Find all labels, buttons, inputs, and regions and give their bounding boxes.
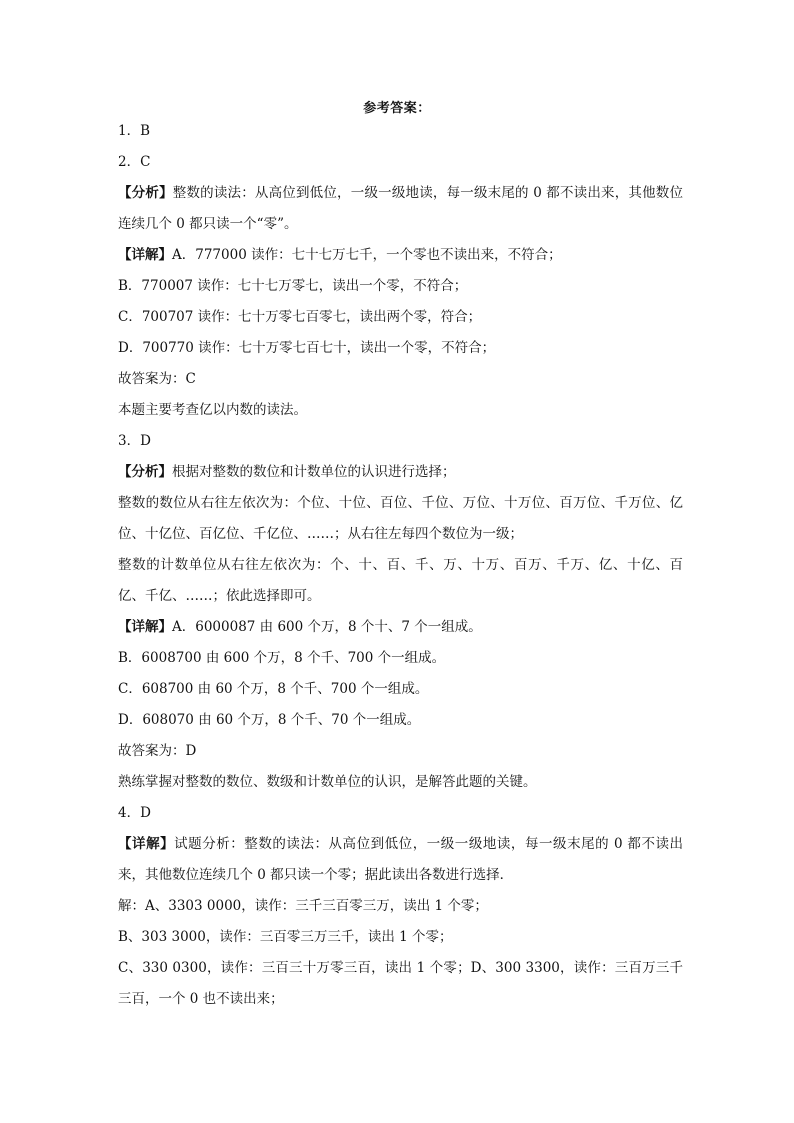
detail-line-q3-c: C．608700 由 60 个万，8 个千、700 个一组成。 bbox=[118, 681, 429, 697]
summary-q3: 熟练掌握对整数的数位、数级和计数单位的认识，是解答此题的关键。 bbox=[118, 774, 537, 790]
detail-line-q2-b: B．770007 读作：七十七万零七，读出一个零，不符合； bbox=[118, 278, 468, 294]
summary-q2: 本题主要考查亿以内数的读法。 bbox=[118, 402, 307, 418]
answer-conclusion-q3: 故答案为：D bbox=[118, 743, 197, 759]
detail-line-q2-c: C．700707 读作：七十万零七百零七，读出两个零，符合； bbox=[118, 309, 482, 325]
page-title: 参考答案： bbox=[363, 101, 431, 116]
analysis-tag: 【分析】 bbox=[118, 464, 172, 480]
detail-line-q3-b: B．6008700 由 600 个万，8 个千、700 个一组成。 bbox=[118, 650, 446, 666]
answer-line-1: 1．B bbox=[118, 123, 151, 139]
detail-tag: 【详解】 bbox=[118, 836, 175, 852]
analysis-tag: 【分析】 bbox=[118, 185, 173, 201]
answer-content bbox=[118, 116, 683, 1015]
detail-tag: 【详解】 bbox=[118, 619, 172, 635]
detail-paragraph-q4: 【详解】试题分析：整数的读法：从高位到低位，一级一级地读，每一级末尾的 0 都不读出来，其他数位连续几个 0 都只读一个零；据此读出各数进行选择． bbox=[118, 836, 684, 883]
solution-line-q4-b: B、303 3000，读作：三百零三万三千，读出 1 个零； bbox=[118, 929, 453, 945]
answer-line-3: 3．D bbox=[118, 433, 151, 449]
analysis-line-q3: 【分析】根据对整数的数位和计数单位的认识进行选择； bbox=[118, 464, 456, 480]
digit-places-paragraph: 整数的数位从右往左依次为：个位、十位、百位、千位、万位、十万位、百万位、千万位、亿位、十亿位、百亿位、千亿位、……；从右往左每四个数位为一级； bbox=[118, 495, 683, 542]
detail-line-q3-d: D．608070 由 60 个万，8 个千、70 个一组成。 bbox=[118, 712, 421, 728]
analysis-paragraph-q2: 【分析】整数的读法：从高位到低位，一级一级地读，每一级末尾的 0 都不读出来，其他数位连续几个 0 都只读一个“零”。 bbox=[118, 185, 684, 232]
detail-line-q2-a: 【详解】A．777000 读作：七十七万七千，一个零也不读出来，不符合； bbox=[118, 247, 562, 263]
answer-line-4: 4．D bbox=[118, 805, 151, 821]
detail-line-q2-d: D．700770 读作：七十万零七百七十，读出一个零，不符合； bbox=[118, 340, 496, 356]
answer-conclusion-q2: 故答案为：C bbox=[118, 371, 196, 387]
counting-units-paragraph: 整数的计数单位从右往左依次为：个、十、百、千、万、十万、百万、千万、亿、十亿、百亿、千亿、……；依此选择即可。 bbox=[118, 557, 683, 604]
solution-paragraph-q4-cd: C、330 0300，读作：三百三十万零三百，读出 1 个零；D、300 3300，读作：三百万三千三百，一个 0 也不读出来； bbox=[118, 960, 683, 1007]
answer-line-2: 2．C bbox=[118, 154, 151, 170]
detail-tag: 【详解】 bbox=[118, 247, 172, 263]
solution-line-q4-a: 解：A、3303 0000，读作：三千三百零三万，读出 1 个零； bbox=[118, 898, 488, 914]
detail-line-q3-a: 【详解】A．6000087 由 600 个万，8 个十、7 个一组成。 bbox=[118, 619, 482, 635]
